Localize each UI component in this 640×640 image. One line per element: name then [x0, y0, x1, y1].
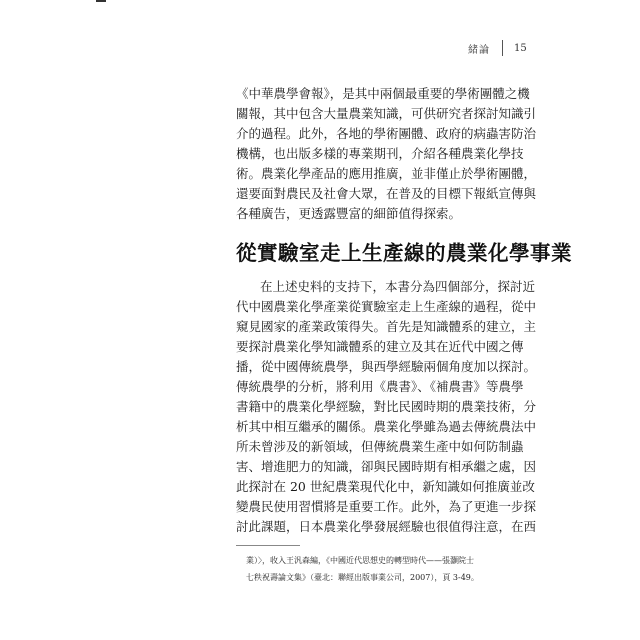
text-line: 各種廣告，更透露豐富的細節值得探索。 — [236, 206, 462, 221]
body-paragraph-1 — [236, 84, 537, 224]
text-line: 書籍中的農業化學經驗，對比民國時期的農業技術，分 — [236, 399, 537, 414]
text-line: 變農民使用習慣將是重要工作。此外，為了更進一步探 — [236, 499, 537, 514]
text-line: 害、增進肥力的知識，卻與民國時期有相承繼之處，因 — [236, 459, 537, 474]
text-line: 在上述史料的支持下，本書分為四個部分，探討近 — [260, 279, 536, 294]
text-line: 傳統農學的分析，將利用《農書》、《補農書》等農學 — [236, 379, 524, 394]
footnote-line: 七秩祝壽論文集》（臺北：聯經出版事業公司，2007），頁 3-49。 — [246, 573, 479, 582]
running-head-chapter: 緒論 — [468, 44, 490, 56]
footnote-line: 業）〉，收入王汎森編，《中國近代思想史的轉型時代——張灝院士 — [246, 556, 474, 565]
running-head — [468, 40, 527, 56]
text-line: 所未曾涉及的新領域，但傳統農業生產中如何防制蟲 — [236, 439, 524, 454]
text-line: 窺見國家的產業政策得失。首先是知識體系的建立，主 — [236, 319, 537, 334]
text-line: 還要面對農民及社會大眾，在普及的目標下報紙宣傳與 — [236, 186, 537, 201]
text-line: 此探討在 20 世紀農業現代化中，新知識如何推廣並改 — [236, 479, 535, 494]
text-line: 關報，其中包含大量農業知識，可供研究者探討知識引 — [236, 106, 537, 121]
text-line: 討此課題，日本農業化學發展經驗也很值得注意，在西 — [236, 519, 537, 534]
footnote-rule — [236, 545, 300, 546]
text-line: 播，從中國傳統農學，與西學經驗兩個角度加以探討。 — [236, 359, 537, 374]
footnote — [236, 552, 496, 586]
running-head-divider — [502, 40, 503, 56]
text-line: 術。農業化學產品的應用推廣，並非僅止於學術團體， — [236, 166, 537, 181]
text-line: 析其中相互繼承的關係。農業化學雖為過去傳統農法中 — [236, 419, 537, 434]
text-line: 要探討農業化學知識體系的建立及其在近代中國之傳 — [236, 339, 524, 354]
text-line: 《中華農學會報》，是其中兩個最重要的學術團體之機 — [236, 86, 530, 101]
page-number: 15 — [514, 42, 527, 54]
text-line: 介的過程。此外，各地的學術團體、政府的病蟲害防治 — [236, 126, 537, 141]
body-paragraph-2 — [236, 277, 537, 537]
text-line: 機構，也出版多樣的專業期刊，介紹各種農業化學技 — [236, 146, 524, 161]
section-heading: 從實驗室走上生產線的農業化學事業 — [236, 241, 572, 265]
crop-mark — [96, 0, 106, 2]
text-line: 代中國農業化學產業從實驗室走上生產線的過程，從中 — [236, 299, 537, 314]
